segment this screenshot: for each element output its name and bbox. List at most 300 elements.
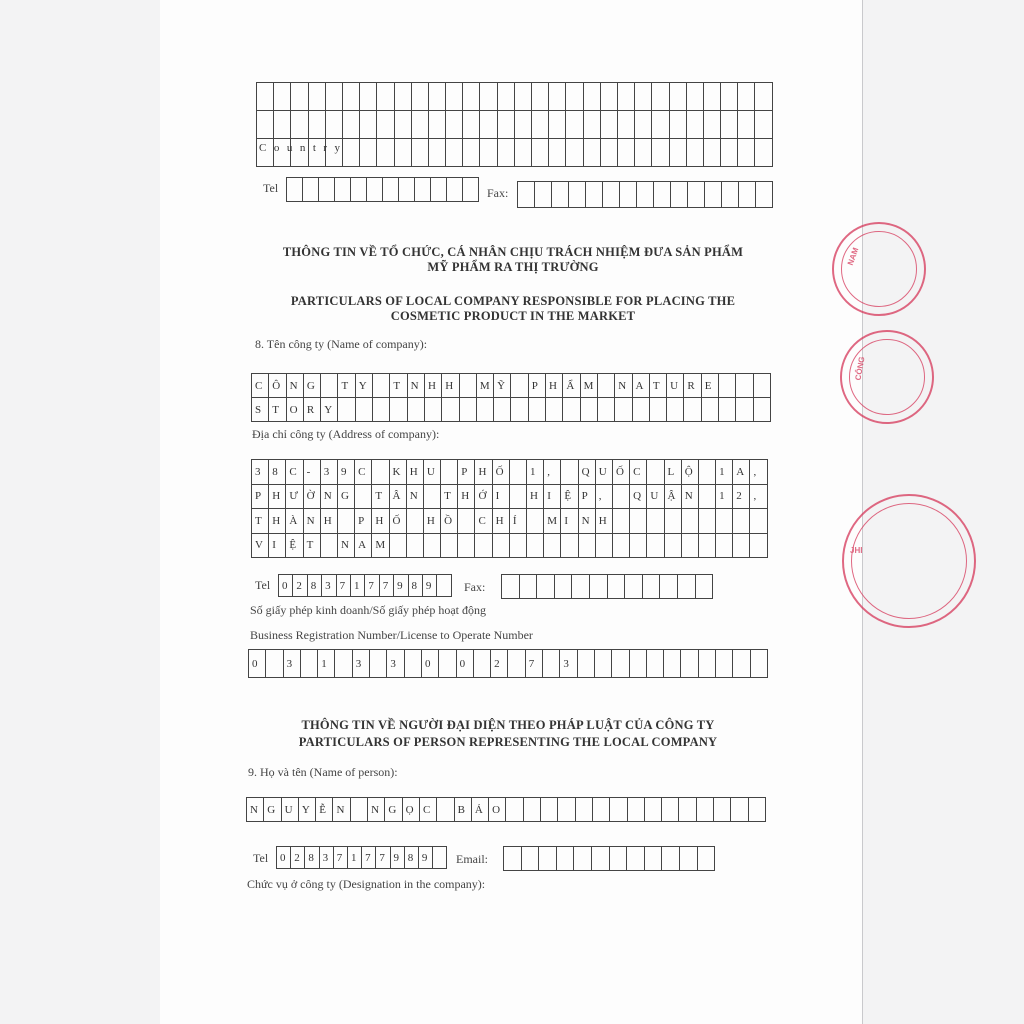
grid-box bbox=[667, 398, 684, 422]
grid-box bbox=[510, 485, 527, 510]
person-name-label: 9. Họ và tên (Name of person): bbox=[248, 765, 398, 779]
grid-box bbox=[463, 111, 480, 139]
grid-box: N bbox=[682, 485, 699, 510]
grid-box bbox=[731, 798, 748, 822]
grid-box: Ư bbox=[286, 485, 303, 510]
grid-box bbox=[647, 534, 664, 559]
grid-box bbox=[630, 650, 647, 678]
representative-heading-en: PARTICULARS OF PERSON REPRESENTING THE LOCAL COMPANY bbox=[298, 735, 718, 749]
grid-box: H bbox=[425, 374, 442, 398]
grid-box: N bbox=[338, 534, 355, 559]
grid-box bbox=[309, 111, 326, 139]
grid-box bbox=[586, 182, 603, 208]
grid-box bbox=[652, 83, 669, 111]
grid-box bbox=[439, 650, 456, 678]
grid-box bbox=[733, 509, 750, 534]
tel-grid-top[interactable] bbox=[286, 177, 479, 202]
grid-box bbox=[736, 398, 753, 422]
grid-box bbox=[699, 485, 716, 510]
grid-box: R bbox=[304, 398, 321, 422]
grid-box: B bbox=[455, 798, 472, 822]
grid-box bbox=[399, 178, 415, 202]
section-heading-vn-line1: THÔNG TIN VỀ TỔ CHỨC, CÁ NHÂN CHỊU TRÁCH NHIỆM ĐƯA SẢN PHẨM bbox=[282, 245, 744, 259]
grid-box: A bbox=[355, 534, 372, 559]
grid-box bbox=[474, 650, 491, 678]
grid-box: N bbox=[615, 374, 632, 398]
grid-box bbox=[326, 111, 343, 139]
grid-box: Ậ bbox=[665, 485, 682, 510]
grid-box bbox=[590, 575, 608, 599]
section-heading-en-line1: PARTICULARS OF LOCAL COMPANY RESPONSIBLE FOR PLACING THE bbox=[290, 294, 736, 308]
grid-box: C bbox=[355, 460, 372, 485]
grid-box: H bbox=[269, 509, 286, 534]
grid-box bbox=[670, 83, 687, 111]
fax-label-top: Fax: bbox=[487, 186, 509, 200]
grid-box bbox=[383, 178, 399, 202]
grid-box bbox=[702, 398, 719, 422]
grid-box: L bbox=[665, 460, 682, 485]
grid-box bbox=[372, 460, 389, 485]
grid-box bbox=[719, 374, 736, 398]
grid-box bbox=[716, 534, 733, 559]
grid-box bbox=[338, 509, 355, 534]
grid-box bbox=[755, 139, 772, 167]
grid-box bbox=[377, 139, 394, 167]
grid-box: 2 bbox=[733, 485, 750, 510]
grid-box: 0 bbox=[249, 650, 266, 678]
email-grid[interactable] bbox=[503, 846, 715, 871]
grid-box bbox=[412, 111, 429, 139]
grid-box bbox=[524, 798, 541, 822]
red-seal-stamp-bottom: JHI bbox=[842, 494, 976, 628]
grid-box bbox=[635, 139, 652, 167]
grid-box: 2 bbox=[291, 847, 305, 869]
grid-box bbox=[356, 398, 373, 422]
person-tel-grid[interactable] bbox=[276, 846, 447, 869]
grid-box bbox=[584, 139, 601, 167]
grid-box: , bbox=[544, 460, 561, 485]
country-label: Country bbox=[259, 142, 348, 154]
grid-box: C bbox=[475, 509, 492, 534]
grid-box bbox=[601, 139, 618, 167]
grid-box bbox=[442, 398, 459, 422]
grid-box bbox=[446, 139, 463, 167]
grid-box bbox=[395, 139, 412, 167]
grid-box: 3 bbox=[387, 650, 404, 678]
grid-box bbox=[515, 111, 532, 139]
grid-box bbox=[566, 111, 583, 139]
grid-box bbox=[552, 182, 569, 208]
grid-box bbox=[515, 83, 532, 111]
grid-box bbox=[670, 111, 687, 139]
grid-box: 9 bbox=[423, 575, 437, 597]
grid-box bbox=[498, 111, 515, 139]
grid-box bbox=[287, 178, 303, 202]
grid-box: 1 bbox=[351, 575, 365, 597]
grid-box bbox=[688, 182, 705, 208]
grid-box: 7 bbox=[365, 575, 379, 597]
grid-box: 1 bbox=[318, 650, 335, 678]
grid-box: T bbox=[650, 374, 667, 398]
grid-box bbox=[412, 83, 429, 111]
grid-box bbox=[647, 460, 664, 485]
grid-box: , bbox=[750, 485, 767, 510]
grid-box bbox=[650, 398, 667, 422]
grid-box bbox=[446, 83, 463, 111]
grid-box: U bbox=[424, 460, 441, 485]
grid-box: C bbox=[252, 374, 269, 398]
grid-box bbox=[687, 83, 704, 111]
grid-box: C bbox=[420, 798, 437, 822]
grid-box bbox=[722, 182, 739, 208]
grid-box: 3 bbox=[320, 847, 334, 869]
grid-box: P bbox=[458, 460, 475, 485]
grid-box bbox=[736, 374, 753, 398]
grid-box bbox=[680, 847, 698, 871]
grid-box: Ờ bbox=[304, 485, 321, 510]
grid-box bbox=[610, 798, 627, 822]
grid-box bbox=[446, 111, 463, 139]
grid-box: P bbox=[355, 509, 372, 534]
grid-box bbox=[721, 111, 738, 139]
grid-box bbox=[699, 509, 716, 534]
grid-box: C bbox=[630, 460, 647, 485]
grid-box bbox=[699, 534, 716, 559]
representative-heading-vn: THÔNG TIN VỀ NGƯỜI ĐẠI DIỆN THEO PHÁP LUẬT CỦA CÔNG TY bbox=[301, 718, 715, 732]
grid-box bbox=[460, 398, 477, 422]
tel-label-top: Tel bbox=[263, 181, 279, 195]
grid-box bbox=[660, 575, 678, 599]
grid-box: H bbox=[407, 460, 424, 485]
grid-box bbox=[373, 398, 390, 422]
grid-box: Ẩ bbox=[563, 374, 580, 398]
grid-box bbox=[529, 398, 546, 422]
grid-box bbox=[751, 650, 768, 678]
grid-box: Ố bbox=[493, 460, 510, 485]
grid-box bbox=[699, 650, 716, 678]
grid-box: Ễ bbox=[316, 798, 333, 822]
company-tel-grid[interactable] bbox=[278, 574, 452, 597]
grid-box bbox=[511, 374, 528, 398]
grid-box: U bbox=[282, 798, 299, 822]
grid-box bbox=[480, 83, 497, 111]
license-grid[interactable] bbox=[248, 649, 768, 678]
grid-box bbox=[681, 650, 698, 678]
grid-box bbox=[733, 650, 750, 678]
grid-box bbox=[504, 847, 522, 871]
grid-box: Q bbox=[579, 460, 596, 485]
grid-box: E bbox=[702, 374, 719, 398]
company-fax-grid[interactable] bbox=[501, 574, 713, 599]
grid-box bbox=[257, 83, 274, 111]
grid-box: G bbox=[304, 374, 321, 398]
grid-box: 1 bbox=[348, 847, 362, 869]
section-heading-vn-line2: MỸ PHẨM RA THỊ TRƯỜNG bbox=[427, 260, 599, 274]
grid-box bbox=[596, 534, 613, 559]
grid-box bbox=[460, 374, 477, 398]
grid-box bbox=[566, 139, 583, 167]
grid-box: Y bbox=[299, 798, 316, 822]
grid-box: O bbox=[287, 398, 304, 422]
grid-box bbox=[719, 398, 736, 422]
grid-box: O bbox=[489, 798, 506, 822]
grid-box: M bbox=[581, 374, 598, 398]
grid-box bbox=[360, 111, 377, 139]
grid-box: G bbox=[338, 485, 355, 510]
person-name-grid[interactable] bbox=[246, 797, 766, 822]
grid-box: 2 bbox=[293, 575, 307, 597]
grid-box bbox=[665, 509, 682, 534]
grid-box bbox=[699, 460, 716, 485]
grid-box bbox=[319, 178, 335, 202]
grid-box: Ả bbox=[472, 798, 489, 822]
grid-box bbox=[395, 83, 412, 111]
grid-box bbox=[475, 534, 492, 559]
grid-box bbox=[424, 485, 441, 510]
grid-box bbox=[652, 139, 669, 167]
grid-box bbox=[635, 111, 652, 139]
grid-box: N bbox=[321, 485, 338, 510]
grid-box bbox=[665, 534, 682, 559]
grid-box: G bbox=[264, 798, 281, 822]
license-label-vn: Số giấy phép kinh doanh/Số giấy phép hoạt động bbox=[250, 603, 486, 617]
grid-box bbox=[601, 83, 618, 111]
grid-box bbox=[360, 139, 377, 167]
grid-box bbox=[682, 509, 699, 534]
grid-box bbox=[355, 485, 372, 510]
address-grid[interactable] bbox=[251, 459, 768, 558]
grid-box bbox=[351, 798, 368, 822]
grid-box: P bbox=[579, 485, 596, 510]
grid-box bbox=[615, 398, 632, 422]
grid-box bbox=[738, 83, 755, 111]
grid-box: H bbox=[269, 485, 286, 510]
red-seal-stamp-top: NAM bbox=[832, 222, 926, 316]
grid-box bbox=[662, 798, 679, 822]
grid-box bbox=[498, 139, 515, 167]
grid-box: S bbox=[252, 398, 269, 422]
grid-box bbox=[463, 139, 480, 167]
grid-box: I bbox=[493, 485, 510, 510]
grid-box: H bbox=[424, 509, 441, 534]
grid-box bbox=[257, 111, 274, 139]
grid-box bbox=[405, 650, 422, 678]
grid-box bbox=[527, 534, 544, 559]
grid-box bbox=[671, 182, 688, 208]
grid-box bbox=[431, 178, 447, 202]
grid-box bbox=[579, 534, 596, 559]
grid-box bbox=[555, 575, 573, 599]
grid-box: 7 bbox=[362, 847, 376, 869]
grid-box: Ỹ bbox=[494, 374, 511, 398]
grid-box bbox=[572, 575, 590, 599]
grid-box bbox=[549, 139, 566, 167]
grid-box: 8 bbox=[405, 847, 419, 869]
grid-box bbox=[390, 398, 407, 422]
grid-box bbox=[522, 847, 540, 871]
grid-box: Ớ bbox=[475, 485, 492, 510]
grid-box bbox=[429, 83, 446, 111]
grid-box bbox=[515, 139, 532, 167]
grid-box bbox=[343, 111, 360, 139]
grid-box: 9 bbox=[419, 847, 433, 869]
grid-box bbox=[598, 398, 615, 422]
grid-box: N bbox=[304, 509, 321, 534]
grid-box bbox=[437, 798, 454, 822]
grid-box: H bbox=[321, 509, 338, 534]
grid-box bbox=[360, 83, 377, 111]
grid-box: P bbox=[529, 374, 546, 398]
grid-box: N bbox=[368, 798, 385, 822]
company-name-grid[interactable] bbox=[251, 373, 771, 422]
grid-box bbox=[652, 111, 669, 139]
grid-box bbox=[395, 111, 412, 139]
grid-box bbox=[373, 374, 390, 398]
grid-box bbox=[321, 374, 338, 398]
grid-box bbox=[511, 398, 528, 422]
grid-box: 0 bbox=[279, 575, 293, 597]
grid-box bbox=[480, 111, 497, 139]
grid-box bbox=[716, 509, 733, 534]
grid-box: M bbox=[477, 374, 494, 398]
grid-box: I bbox=[269, 534, 286, 559]
grid-box bbox=[664, 650, 681, 678]
grid-box bbox=[647, 650, 664, 678]
grid-box: T bbox=[441, 485, 458, 510]
grid-box: M bbox=[544, 509, 561, 534]
grid-box bbox=[541, 798, 558, 822]
grid-box: 1 bbox=[716, 460, 733, 485]
grid-box: N bbox=[333, 798, 350, 822]
grid-box: I bbox=[544, 485, 561, 510]
grid-box bbox=[544, 534, 561, 559]
grid-box bbox=[546, 398, 563, 422]
grid-box: U bbox=[667, 374, 684, 398]
grid-box: Y bbox=[356, 374, 373, 398]
grid-box: 0 bbox=[422, 650, 439, 678]
email-label: Email: bbox=[456, 852, 488, 866]
grid-box: 1 bbox=[716, 485, 733, 510]
grid-box bbox=[543, 650, 560, 678]
grid-box bbox=[561, 534, 578, 559]
grid-box bbox=[518, 182, 535, 208]
grid-box: Ệ bbox=[561, 485, 578, 510]
grid-box: T bbox=[269, 398, 286, 422]
grid-box: Q bbox=[630, 485, 647, 510]
grid-box bbox=[335, 650, 352, 678]
grid-box: 1 bbox=[527, 460, 544, 485]
grid-box: , bbox=[596, 485, 613, 510]
grid-box bbox=[618, 139, 635, 167]
grid-box bbox=[338, 398, 355, 422]
grid-box: - bbox=[304, 460, 321, 485]
grid-box: H bbox=[493, 509, 510, 534]
grid-box bbox=[520, 575, 538, 599]
grid-box bbox=[635, 83, 652, 111]
designation-label: Chức vụ ở công ty (Designation in the company): bbox=[247, 877, 486, 891]
grid-box bbox=[537, 575, 555, 599]
grid-box bbox=[593, 798, 610, 822]
grid-box bbox=[527, 509, 544, 534]
grid-box bbox=[670, 139, 687, 167]
grid-box: 9 bbox=[394, 575, 408, 597]
grid-box bbox=[756, 182, 773, 208]
company-fax-label: Fax: bbox=[464, 580, 486, 594]
grid-box bbox=[755, 111, 772, 139]
grid-box bbox=[603, 182, 620, 208]
grid-box bbox=[738, 139, 755, 167]
grid-box: À bbox=[286, 509, 303, 534]
grid-box bbox=[510, 460, 527, 485]
license-label-en: Business Registration Number/License to Operate Number bbox=[250, 628, 533, 642]
grid-box bbox=[377, 111, 394, 139]
grid-box bbox=[697, 798, 714, 822]
grid-box bbox=[351, 178, 367, 202]
grid-box bbox=[433, 847, 447, 869]
grid-box bbox=[645, 847, 663, 871]
grid-box: 7 bbox=[337, 575, 351, 597]
grid-box bbox=[291, 111, 308, 139]
grid-box: C bbox=[286, 460, 303, 485]
grid-box bbox=[754, 374, 771, 398]
grid-box bbox=[412, 139, 429, 167]
grid-box: 3 bbox=[560, 650, 577, 678]
grid-box bbox=[704, 139, 721, 167]
grid-box bbox=[301, 650, 318, 678]
grid-box bbox=[645, 798, 662, 822]
grid-box bbox=[510, 534, 527, 559]
grid-box bbox=[535, 182, 552, 208]
grid-box bbox=[698, 847, 716, 871]
grid-box bbox=[716, 650, 733, 678]
grid-box: 8 bbox=[308, 575, 322, 597]
grid-box bbox=[679, 798, 696, 822]
grid-box: 2 bbox=[491, 650, 508, 678]
grid-box: Ố bbox=[390, 509, 407, 534]
grid-box bbox=[532, 83, 549, 111]
grid-box bbox=[578, 650, 595, 678]
grid-box: H bbox=[596, 509, 613, 534]
grid-box bbox=[557, 847, 575, 871]
grid-box bbox=[633, 398, 650, 422]
grid-box bbox=[494, 398, 511, 422]
grid-box: N bbox=[247, 798, 264, 822]
grid-box bbox=[408, 398, 425, 422]
grid-box: T bbox=[304, 534, 321, 559]
grid-box bbox=[558, 798, 575, 822]
grid-box bbox=[581, 398, 598, 422]
grid-box bbox=[274, 111, 291, 139]
grid-box: U bbox=[647, 485, 664, 510]
grid-box bbox=[463, 83, 480, 111]
grid-box bbox=[601, 111, 618, 139]
grid-box: T bbox=[252, 509, 269, 534]
grid-box bbox=[566, 83, 583, 111]
grid-box bbox=[739, 182, 756, 208]
grid-box bbox=[549, 83, 566, 111]
grid-box: H bbox=[475, 460, 492, 485]
section-heading-en-line2: COSMETIC PRODUCT IN THE MARKET bbox=[390, 309, 636, 323]
grid-box bbox=[598, 374, 615, 398]
grid-box bbox=[627, 847, 645, 871]
grid-box bbox=[266, 650, 283, 678]
grid-box: Ồ bbox=[441, 509, 458, 534]
grid-box bbox=[429, 139, 446, 167]
grid-box bbox=[704, 83, 721, 111]
grid-box bbox=[684, 398, 701, 422]
fax-grid-top[interactable] bbox=[517, 181, 773, 208]
grid-box: Ệ bbox=[286, 534, 303, 559]
